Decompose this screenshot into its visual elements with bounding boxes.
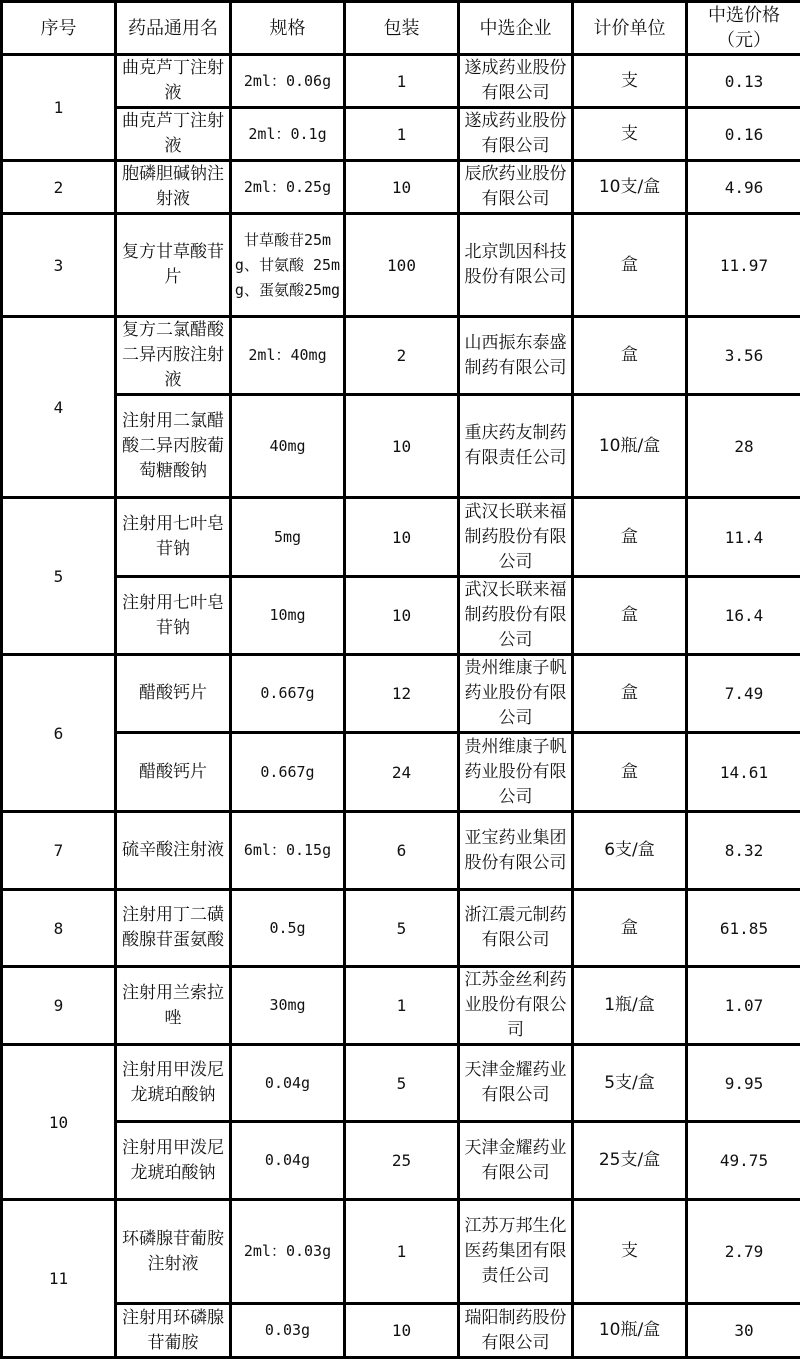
price-cell: 49.75 bbox=[687, 1122, 800, 1200]
spec-cell: 2ml：0.03g bbox=[231, 1200, 345, 1304]
seq-cell: 4 bbox=[2, 317, 116, 498]
unit-cell: 盒 bbox=[573, 317, 687, 395]
spec-cell: 30mg bbox=[231, 967, 345, 1045]
company-cell: 亚宝药业集团股份有限公司 bbox=[459, 812, 573, 890]
pack-cell: 5 bbox=[345, 1045, 459, 1122]
header-company: 中选企业 bbox=[459, 2, 573, 55]
unit-cell: 10瓶/盒 bbox=[573, 395, 687, 498]
header-price: 中选价格（元） bbox=[687, 2, 800, 55]
company-cell: 贵州维康子帆药业股份有限公司 bbox=[459, 733, 573, 812]
company-cell: 辰欣药业股份有限公司 bbox=[459, 161, 573, 214]
pack-cell: 10 bbox=[345, 161, 459, 214]
company-cell: 浙江震元制药有限公司 bbox=[459, 890, 573, 967]
unit-cell: 5支/盒 bbox=[573, 1045, 687, 1122]
price-cell: 1.07 bbox=[687, 967, 800, 1045]
company-cell: 天津金耀药业有限公司 bbox=[459, 1045, 573, 1122]
price-cell: 0.13 bbox=[687, 55, 800, 108]
pack-cell: 100 bbox=[345, 214, 459, 317]
pack-cell: 10 bbox=[345, 1304, 459, 1358]
header-unit: 计价单位 bbox=[573, 2, 687, 55]
table-row bbox=[2, 317, 800, 395]
pack-cell: 12 bbox=[345, 655, 459, 733]
pack-cell: 25 bbox=[345, 1122, 459, 1200]
spec-cell: 2ml：0.25g bbox=[231, 161, 345, 214]
unit-cell: 盒 bbox=[573, 498, 687, 577]
table-row bbox=[2, 1304, 800, 1358]
seq-cell: 5 bbox=[2, 498, 116, 655]
name-cell: 醋酸钙片 bbox=[116, 655, 231, 733]
header-pack: 包装 bbox=[345, 2, 459, 55]
name-cell: 醋酸钙片 bbox=[116, 733, 231, 812]
seq-cell: 2 bbox=[2, 161, 116, 214]
pack-cell: 1 bbox=[345, 55, 459, 108]
price-cell: 30 bbox=[687, 1304, 800, 1358]
company-cell: 遂成药业股份有限公司 bbox=[459, 108, 573, 161]
company-cell: 天津金耀药业有限公司 bbox=[459, 1122, 573, 1200]
unit-cell: 6支/盒 bbox=[573, 812, 687, 890]
header-seq: 序号 bbox=[2, 2, 116, 55]
pack-cell: 5 bbox=[345, 890, 459, 967]
pack-cell: 10 bbox=[345, 498, 459, 577]
spec-cell: 2ml：0.06g bbox=[231, 55, 345, 108]
spec-cell: 0.04g bbox=[231, 1045, 345, 1122]
spec-cell: 40mg bbox=[231, 395, 345, 498]
pack-cell: 24 bbox=[345, 733, 459, 812]
table-row bbox=[2, 55, 800, 108]
table-row bbox=[2, 812, 800, 890]
spec-cell: 6ml：0.15g bbox=[231, 812, 345, 890]
seq-cell: 10 bbox=[2, 1045, 116, 1200]
pack-cell: 1 bbox=[345, 1200, 459, 1304]
price-cell: 7.49 bbox=[687, 655, 800, 733]
price-cell: 16.4 bbox=[687, 577, 800, 655]
table-row bbox=[2, 214, 800, 317]
company-cell: 江苏万邦生化医药集团有限责任公司 bbox=[459, 1200, 573, 1304]
name-cell: 注射用二氯醋酸二异丙胺葡萄糖酸钠 bbox=[116, 395, 231, 498]
price-cell: 3.56 bbox=[687, 317, 800, 395]
price-cell: 11.4 bbox=[687, 498, 800, 577]
unit-cell: 盒 bbox=[573, 214, 687, 317]
header-spec: 规格 bbox=[231, 2, 345, 55]
pack-cell: 6 bbox=[345, 812, 459, 890]
unit-cell: 10瓶/盒 bbox=[573, 1304, 687, 1358]
unit-cell: 1瓶/盒 bbox=[573, 967, 687, 1045]
table-row bbox=[2, 890, 800, 967]
seq-cell: 8 bbox=[2, 890, 116, 967]
spec-cell: 5mg bbox=[231, 498, 345, 577]
table-row bbox=[2, 108, 800, 161]
table-row bbox=[2, 577, 800, 655]
pack-cell: 1 bbox=[345, 967, 459, 1045]
unit-cell: 盒 bbox=[573, 655, 687, 733]
price-cell: 61.85 bbox=[687, 890, 800, 967]
unit-cell: 盒 bbox=[573, 577, 687, 655]
name-cell: 注射用丁二磺酸腺苷蛋氨酸 bbox=[116, 890, 231, 967]
price-cell: 28 bbox=[687, 395, 800, 498]
spec-cell: 0.667g bbox=[231, 655, 345, 733]
name-cell: 注射用甲泼尼龙琥珀酸钠 bbox=[116, 1122, 231, 1200]
spec-cell: 0.5g bbox=[231, 890, 345, 967]
pack-cell: 10 bbox=[345, 395, 459, 498]
pack-cell: 10 bbox=[345, 577, 459, 655]
pack-cell: 2 bbox=[345, 317, 459, 395]
company-cell: 武汉长联来福制药股份有限公司 bbox=[459, 498, 573, 577]
table-row bbox=[2, 1200, 800, 1304]
name-cell: 复方二氯醋酸二异丙胺注射液 bbox=[116, 317, 231, 395]
spec-cell: 0.04g bbox=[231, 1122, 345, 1200]
name-cell: 注射用七叶皂苷钠 bbox=[116, 577, 231, 655]
seq-cell: 1 bbox=[2, 55, 116, 161]
table-row bbox=[2, 395, 800, 498]
name-cell: 曲克芦丁注射液 bbox=[116, 108, 231, 161]
seq-cell: 3 bbox=[2, 214, 116, 317]
header-name: 药品通用名 bbox=[116, 2, 231, 55]
unit-cell: 10支/盒 bbox=[573, 161, 687, 214]
spec-cell: 2ml：0.1g bbox=[231, 108, 345, 161]
company-cell: 贵州维康子帆药业股份有限公司 bbox=[459, 655, 573, 733]
company-cell: 北京凯因科技股份有限公司 bbox=[459, 214, 573, 317]
spec-cell: 10mg bbox=[231, 577, 345, 655]
spec-cell: 0.03g bbox=[231, 1304, 345, 1358]
price-cell: 0.16 bbox=[687, 108, 800, 161]
table-row bbox=[2, 967, 800, 1045]
name-cell: 硫辛酸注射液 bbox=[116, 812, 231, 890]
table-row bbox=[2, 733, 800, 812]
price-cell: 4.96 bbox=[687, 161, 800, 214]
pack-cell: 1 bbox=[345, 108, 459, 161]
name-cell: 注射用环磷腺苷葡胺 bbox=[116, 1304, 231, 1358]
unit-cell: 25支/盒 bbox=[573, 1122, 687, 1200]
table-row bbox=[2, 161, 800, 214]
name-cell: 注射用七叶皂苷钠 bbox=[116, 498, 231, 577]
company-cell: 山西振东泰盛制药有限公司 bbox=[459, 317, 573, 395]
price-cell: 8.32 bbox=[687, 812, 800, 890]
spec-cell: 甘草酸苷25mg、甘氨酸 25mg、蛋氨酸25mg bbox=[231, 214, 345, 317]
table-row bbox=[2, 655, 800, 733]
price-cell: 9.95 bbox=[687, 1045, 800, 1122]
price-cell: 11.97 bbox=[687, 214, 800, 317]
spec-cell: 0.667g bbox=[231, 733, 345, 812]
name-cell: 曲克芦丁注射液 bbox=[116, 55, 231, 108]
price-cell: 2.79 bbox=[687, 1200, 800, 1304]
seq-cell: 7 bbox=[2, 812, 116, 890]
name-cell: 胞磷胆碱钠注射液 bbox=[116, 161, 231, 214]
unit-cell: 支 bbox=[573, 55, 687, 108]
name-cell: 环磷腺苷葡胺注射液 bbox=[116, 1200, 231, 1304]
company-cell: 瑞阳制药股份有限公司 bbox=[459, 1304, 573, 1358]
price-cell: 14.61 bbox=[687, 733, 800, 812]
unit-cell: 支 bbox=[573, 1200, 687, 1304]
name-cell: 复方甘草酸苷片 bbox=[116, 214, 231, 317]
company-cell: 江苏金丝利药业股份有限公司 bbox=[459, 967, 573, 1045]
table-row bbox=[2, 1045, 800, 1122]
table-row bbox=[2, 498, 800, 577]
header-row bbox=[2, 2, 800, 55]
unit-cell: 盒 bbox=[573, 890, 687, 967]
seq-cell: 11 bbox=[2, 1200, 116, 1358]
name-cell: 注射用甲泼尼龙琥珀酸钠 bbox=[116, 1045, 231, 1122]
name-cell: 注射用兰索拉唑 bbox=[116, 967, 231, 1045]
company-cell: 重庆药友制药有限责任公司 bbox=[459, 395, 573, 498]
spec-cell: 2ml：40mg bbox=[231, 317, 345, 395]
company-cell: 武汉长联来福制药股份有限公司 bbox=[459, 577, 573, 655]
unit-cell: 支 bbox=[573, 108, 687, 161]
seq-cell: 6 bbox=[2, 655, 116, 812]
table-row bbox=[2, 1122, 800, 1200]
company-cell: 遂成药业股份有限公司 bbox=[459, 55, 573, 108]
unit-cell: 盒 bbox=[573, 733, 687, 812]
seq-cell: 9 bbox=[2, 967, 116, 1045]
